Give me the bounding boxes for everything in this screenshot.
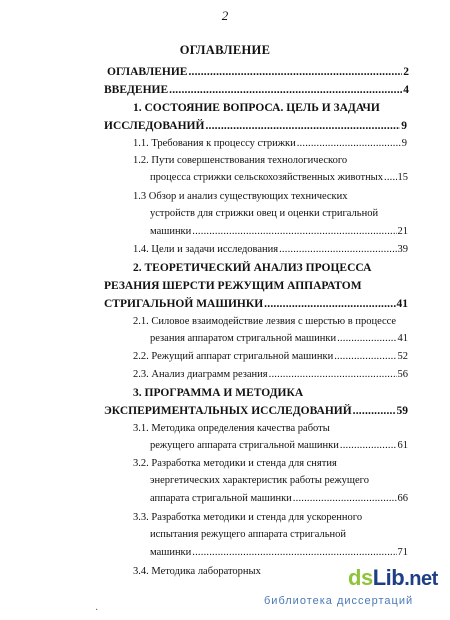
toc-leader xyxy=(340,440,397,452)
toc-entry[interactable]: 3.4. Методика лабораторных xyxy=(133,566,261,577)
toc-entry-text: 1.1. Требования к процессу стрижки xyxy=(133,138,296,149)
toc-entry-text: резания аппаратом стригальной машинки xyxy=(150,333,337,344)
page-title: ОГЛАВЛЕНИЕ xyxy=(179,43,271,57)
toc-leader xyxy=(384,172,397,184)
toc-entry[interactable]: 3.2. Разработка методики и стенда для снятия xyxy=(133,458,337,469)
toc-entry[interactable] xyxy=(150,493,408,505)
toc-entry[interactable] xyxy=(150,333,408,345)
toc-leader xyxy=(188,66,402,78)
toc-entry-page: 52 xyxy=(397,351,408,362)
toc-leader xyxy=(192,547,396,559)
toc-entry[interactable] xyxy=(133,351,408,363)
toc-entry[interactable] xyxy=(104,405,408,417)
toc-leader xyxy=(192,226,396,238)
toc-entry-page: 41 xyxy=(396,298,408,310)
toc-leader xyxy=(334,351,396,363)
toc-entry-text: аппарата стригальной машинки xyxy=(150,493,292,504)
toc-entry-text: машинки xyxy=(150,226,192,237)
toc-entry-text: ОГЛАВЛЕНИЕ xyxy=(107,66,188,78)
toc-leader xyxy=(297,138,401,150)
toc-entry-text: ИССЛЕДОВАНИЙ xyxy=(104,120,205,132)
toc-entry-text: ВВЕДЕНИЕ xyxy=(104,84,169,96)
toc-entry-page: 61 xyxy=(397,440,408,451)
toc-entry[interactable] xyxy=(104,298,408,310)
toc-entry-text: машинки xyxy=(150,547,192,558)
toc-entry-text: 2.2. Режущий аппарат стригальной машинки xyxy=(133,351,334,362)
toc-entry-page: 2 xyxy=(403,66,409,78)
toc-leader xyxy=(279,244,396,256)
toc-entry-page: 21 xyxy=(397,226,408,237)
toc-entry-text: СТРИГАЛЬНОЙ МАШИНКИ xyxy=(104,298,264,310)
toc-entry[interactable] xyxy=(150,440,408,452)
toc-leader xyxy=(264,298,395,310)
toc-entry-text: ЭКСПЕРИМЕНТАЛЬНЫХ ИССЛЕДОВАНИЙ xyxy=(104,405,352,417)
toc-entry[interactable]: 3.3. Разработка методики и стенда для ускоренного xyxy=(133,512,363,523)
toc-entry-page: 41 xyxy=(397,333,408,344)
watermark-subtitle: библиотека диссертаций xyxy=(264,595,414,607)
toc-entry[interactable]: 3.1. Методика определения качества работы xyxy=(133,423,330,434)
toc-entry-page: 56 xyxy=(397,369,408,380)
toc-entry-page: 66 xyxy=(397,493,408,504)
toc-entry[interactable]: 2.1. Силовое взаимодействие лезвия с шерстью в процессе xyxy=(133,316,397,327)
toc-entry[interactable] xyxy=(150,547,408,559)
toc-entry[interactable] xyxy=(104,120,407,132)
toc-entry-page: 15 xyxy=(397,172,408,183)
toc-entry-page: 9 xyxy=(401,138,407,149)
toc-entry-page: 59 xyxy=(396,405,408,417)
toc-entry[interactable] xyxy=(133,369,408,381)
toc-leader xyxy=(269,369,397,381)
toc-entry[interactable]: 3. ПРОГРАММА И МЕТОДИКА xyxy=(133,387,304,399)
toc-entry[interactable]: устройств для стрижки овец и оценки стригальной xyxy=(150,208,379,219)
toc-entry[interactable] xyxy=(107,66,409,78)
toc-entry-text: 2.3. Анализ диаграмм резания xyxy=(133,369,268,380)
toc-entry[interactable]: 1.2. Пути совершенствования технологического xyxy=(133,155,348,166)
toc-entry-page: 39 xyxy=(397,244,408,255)
scan-speck: · xyxy=(95,605,99,616)
toc-entry-text: 1.4. Цели и задачи исследования xyxy=(133,244,279,255)
dslib-logo[interactable] xyxy=(348,565,438,591)
toc-entry[interactable] xyxy=(150,226,408,238)
toc-entry[interactable]: испытания режущего аппарата стригальной xyxy=(150,529,346,540)
page-number: 2 xyxy=(221,8,229,23)
toc-leader xyxy=(337,333,396,345)
toc-entry[interactable]: 1. СОСТОЯНИЕ ВОПРОСА. ЦЕЛЬ И ЗАДАЧИ xyxy=(133,102,380,114)
toc-entry[interactable]: 2. ТЕОРЕТИЧЕСКИЙ АНАЛИЗ ПРОЦЕССА xyxy=(133,262,372,274)
toc-entry[interactable] xyxy=(150,172,408,184)
toc-leader xyxy=(353,405,396,417)
toc-entry[interactable] xyxy=(133,244,408,256)
toc-leader xyxy=(169,84,402,96)
toc-entry[interactable]: 1.3 Обзор и анализ существующих технических xyxy=(133,191,348,202)
toc-entry[interactable] xyxy=(104,84,409,96)
toc-entry-page: 9 xyxy=(401,120,407,132)
dslib-logo-text: dsLib.net xyxy=(348,565,438,590)
toc-entry-page: 4 xyxy=(403,84,409,96)
toc-entry-page: 71 xyxy=(397,547,408,558)
toc-entry[interactable]: РЕЗАНИЯ ШЕРСТИ РЕЖУЩИМ АППАРАТОМ xyxy=(104,280,362,292)
toc-leader xyxy=(205,120,400,132)
toc-entry[interactable] xyxy=(133,138,407,150)
toc-leader xyxy=(293,493,397,505)
toc-entry-text: режущего аппарата стригальной машинки xyxy=(150,440,339,451)
toc-entry[interactable]: энергетических характеристик работы режущего xyxy=(150,475,369,486)
toc-entry-text: процесса стрижки сельскохозяйственных животных xyxy=(150,172,383,183)
